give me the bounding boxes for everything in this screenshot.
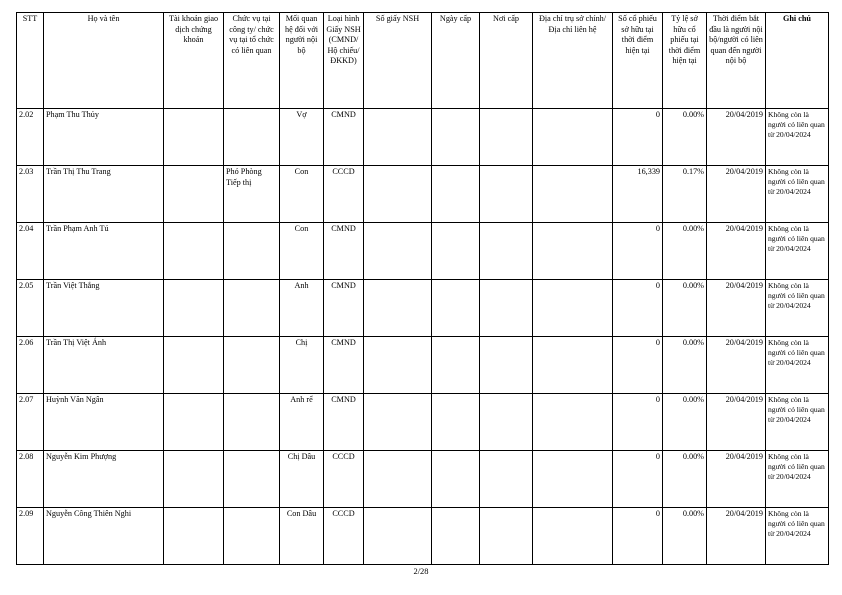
cell-doc-type: CMND: [324, 280, 364, 337]
cell-ratio: 0.00%: [663, 280, 707, 337]
cell-relation: Con: [280, 166, 324, 223]
table-row: [17, 166, 829, 223]
cell-start-date: 20/04/2019: [707, 223, 766, 280]
header-doc-type: Loại hình Giấy NSH (CMND/ Hộ chiếu/ ĐKKD): [324, 13, 364, 109]
cell-stt: 2.06: [17, 337, 44, 394]
cell-ratio: 0.17%: [663, 166, 707, 223]
cell-address: [533, 223, 613, 280]
table-body: [17, 109, 829, 565]
cell-start-date: 20/04/2019: [707, 337, 766, 394]
cell-issue-date: [432, 508, 480, 565]
cell-ratio: 0.00%: [663, 451, 707, 508]
cell-issue-date: [432, 451, 480, 508]
cell-relation: Chị: [280, 337, 324, 394]
cell-doc-no: [364, 280, 432, 337]
cell-stt: 2.09: [17, 508, 44, 565]
cell-doc-no: [364, 451, 432, 508]
header-name: Họ và tên: [44, 13, 164, 109]
cell-start-date: 20/04/2019: [707, 394, 766, 451]
cell-account: [164, 508, 224, 565]
cell-position: [224, 223, 280, 280]
cell-stt: 2.02: [17, 109, 44, 166]
cell-doc-no: [364, 394, 432, 451]
cell-name: Trần Thị Thu Trang: [44, 166, 164, 223]
cell-shares: 0: [613, 223, 663, 280]
header-ratio: Tỷ lệ sở hữu cổ phiếu tại thời điểm hiện tại: [663, 13, 707, 109]
cell-note: Không còn là người có liên quan từ 20/04/2024: [766, 109, 829, 166]
cell-relation: Anh rể: [280, 394, 324, 451]
cell-name: Phạm Thu Thủy: [44, 109, 164, 166]
table-row: [17, 508, 829, 565]
page-number: 2/28: [413, 566, 429, 576]
header-relation: Mối quan hệ đối với người nội bộ: [280, 13, 324, 109]
cell-position: [224, 394, 280, 451]
table-row: [17, 337, 829, 394]
cell-issue-place: [480, 280, 533, 337]
cell-account: [164, 451, 224, 508]
related-persons-table: [16, 12, 829, 565]
cell-note: Không còn là người có liên quan từ 20/04/2024: [766, 337, 829, 394]
cell-relation: Chị Dâu: [280, 451, 324, 508]
cell-relation: Con Dâu: [280, 508, 324, 565]
cell-doc-type: CCCD: [324, 451, 364, 508]
cell-issue-place: [480, 451, 533, 508]
cell-position: [224, 109, 280, 166]
cell-ratio: 0.00%: [663, 394, 707, 451]
cell-note: Không còn là người có liên quan từ 20/04/2024: [766, 394, 829, 451]
cell-ratio: 0.00%: [663, 337, 707, 394]
cell-doc-type: CMND: [324, 109, 364, 166]
cell-note: Không còn là người có liên quan từ 20/04/2024: [766, 451, 829, 508]
cell-stt: 2.05: [17, 280, 44, 337]
cell-doc-type: CCCD: [324, 508, 364, 565]
cell-address: [533, 280, 613, 337]
header-issue-place: Nơi cấp: [480, 13, 533, 109]
cell-account: [164, 223, 224, 280]
cell-ratio: 0.00%: [663, 508, 707, 565]
header-account: Tài khoản giao dịch chứng khoán: [164, 13, 224, 109]
cell-note: Không còn là người có liên quan từ 20/04/2024: [766, 508, 829, 565]
cell-relation: Vợ: [280, 109, 324, 166]
cell-issue-date: [432, 394, 480, 451]
cell-doc-type: CMND: [324, 337, 364, 394]
cell-name: Trần Thị Việt Ánh: [44, 337, 164, 394]
cell-issue-date: [432, 280, 480, 337]
cell-shares: 0: [613, 508, 663, 565]
cell-address: [533, 337, 613, 394]
cell-position: [224, 508, 280, 565]
table-row: [17, 451, 829, 508]
cell-account: [164, 394, 224, 451]
cell-issue-place: [480, 223, 533, 280]
cell-issue-place: [480, 508, 533, 565]
cell-ratio: 0.00%: [663, 109, 707, 166]
cell-issue-place: [480, 109, 533, 166]
header-shares: Số cổ phiếu sở hữu tại thời điểm hiện tại: [613, 13, 663, 109]
cell-doc-type: CMND: [324, 394, 364, 451]
cell-start-date: 20/04/2019: [707, 109, 766, 166]
header-note: Ghi chú: [766, 13, 829, 109]
cell-address: [533, 451, 613, 508]
header-address: Địa chỉ trụ sở chính/Địa chỉ liên hệ: [533, 13, 613, 109]
header-stt: STT: [17, 13, 44, 109]
table-row: [17, 394, 829, 451]
cell-name: Trần Phạm Anh Tú: [44, 223, 164, 280]
cell-start-date: 20/04/2019: [707, 280, 766, 337]
cell-doc-type: CMND: [324, 223, 364, 280]
cell-note: Không còn là người có liên quan từ 20/04/2024: [766, 223, 829, 280]
cell-issue-date: [432, 337, 480, 394]
cell-stt: 2.03: [17, 166, 44, 223]
cell-position: [224, 337, 280, 394]
cell-name: Nguyễn Công Thiên Nghi: [44, 508, 164, 565]
cell-note: Không còn là người có liên quan từ 20/04/2024: [766, 166, 829, 223]
cell-shares: 0: [613, 280, 663, 337]
cell-stt: 2.07: [17, 394, 44, 451]
cell-shares: 0: [613, 337, 663, 394]
cell-doc-no: [364, 337, 432, 394]
header-doc-no: Số giấy NSH: [364, 13, 432, 109]
header-position: Chức vụ tại công ty/ chức vụ tại tổ chức có liên quan: [224, 13, 280, 109]
header-row: [17, 13, 829, 109]
cell-shares: 0: [613, 109, 663, 166]
cell-position: [224, 280, 280, 337]
cell-start-date: 20/04/2019: [707, 508, 766, 565]
cell-doc-type: CCCD: [324, 166, 364, 223]
cell-address: [533, 109, 613, 166]
cell-relation: Anh: [280, 280, 324, 337]
cell-issue-place: [480, 337, 533, 394]
header-start-date: Thời điểm bắt đầu là người nội bộ/người có liên quan đến người nội bộ: [707, 13, 766, 109]
cell-stt: 2.08: [17, 451, 44, 508]
cell-name: Trần Việt Thắng: [44, 280, 164, 337]
table-row: [17, 280, 829, 337]
cell-stt: 2.04: [17, 223, 44, 280]
cell-account: [164, 337, 224, 394]
cell-position: [224, 451, 280, 508]
table-row: [17, 109, 829, 166]
cell-name: Nguyễn Kim Phượng: [44, 451, 164, 508]
cell-ratio: 0.00%: [663, 223, 707, 280]
cell-doc-no: [364, 166, 432, 223]
cell-shares: 0: [613, 451, 663, 508]
cell-doc-no: [364, 223, 432, 280]
header-issue-date: Ngày cấp: [432, 13, 480, 109]
cell-account: [164, 109, 224, 166]
cell-address: [533, 394, 613, 451]
cell-start-date: 20/04/2019: [707, 451, 766, 508]
cell-relation: Con: [280, 223, 324, 280]
cell-issue-date: [432, 109, 480, 166]
cell-doc-no: [364, 109, 432, 166]
cell-issue-place: [480, 166, 533, 223]
cell-name: Huỳnh Văn Ngân: [44, 394, 164, 451]
cell-position: Phó Phòng Tiếp thị: [224, 166, 280, 223]
cell-issue-date: [432, 166, 480, 223]
cell-issue-date: [432, 223, 480, 280]
cell-account: [164, 280, 224, 337]
cell-shares: 16,339: [613, 166, 663, 223]
cell-address: [533, 166, 613, 223]
cell-start-date: 20/04/2019: [707, 166, 766, 223]
table-row: [17, 223, 829, 280]
cell-account: [164, 166, 224, 223]
cell-shares: 0: [613, 394, 663, 451]
cell-doc-no: [364, 508, 432, 565]
cell-address: [533, 508, 613, 565]
cell-issue-place: [480, 394, 533, 451]
cell-note: Không còn là người có liên quan từ 20/04/2024: [766, 280, 829, 337]
